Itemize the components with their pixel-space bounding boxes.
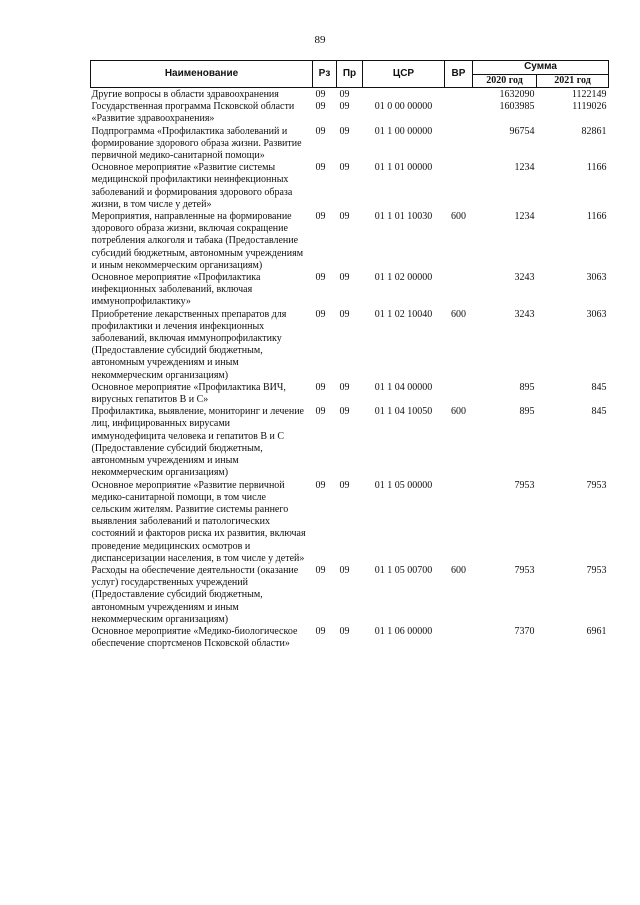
table-body [91, 88, 609, 651]
cell-csr: 01 1 00 00000 [374, 125, 433, 137]
cell-csr [363, 88, 445, 102]
cell-vr [445, 272, 473, 309]
cell-name: Основное мероприятие «Профилактика инфекционных заболеваний, включая иммунопрофилактику» [91, 272, 261, 308]
cell-pr: 09 [339, 308, 350, 320]
cell-csr: 01 1 05 00000 [374, 479, 433, 491]
cell-sum-2021: 7953 [586, 479, 607, 491]
cell-sum-2020: 895 [519, 381, 535, 393]
cell-name: Подпрограмма «Профилактика заболеваний и формирование здорового образа жизни. Развитие первичной медико-санитарной помощи» [91, 125, 302, 162]
table-row [91, 211, 609, 272]
cell-vr [445, 162, 473, 211]
header-vr: ВР [445, 61, 473, 88]
cell-sum-2020: 7953 [514, 564, 535, 576]
cell-vr: 600 [451, 564, 466, 576]
cell-vr [445, 88, 473, 102]
cell-name: Основное мероприятие «Профилактика ВИЧ, вирусных гепатитов В и С» [91, 381, 286, 406]
header-rz: Рз [313, 61, 337, 88]
cell-name: Расходы на обеспечение деятельности (оказание услуг) государственных учреждений (Предоставление субсидий бюджетным, автономным учреждениям и иным некоммерческим организациям) [91, 564, 299, 625]
cell-name: Государственная программа Псковской области «Развитие здравоохранения» [91, 101, 295, 125]
cell-sum-2020: 895 [519, 406, 535, 418]
header-year-2020: 2020 год [473, 74, 537, 88]
cell-rz: 09 [315, 479, 326, 491]
header-year-2021: 2021 год [537, 74, 609, 88]
cell-vr [445, 126, 473, 163]
cell-vr: 600 [451, 211, 466, 223]
table-row [91, 309, 609, 382]
cell-sum-2021: 6961 [586, 625, 607, 637]
cell-rz: 09 [315, 125, 326, 137]
cell-name: Другие вопросы в области здравоохранения [91, 89, 279, 100]
cell-pr: 09 [339, 162, 350, 174]
cell-sum-2020: 1234 [514, 162, 535, 174]
cell-csr: 01 1 06 00000 [374, 625, 433, 637]
header-sum: Сумма [473, 61, 609, 75]
cell-sum-2020: 7953 [514, 479, 535, 491]
cell-pr: 09 [339, 406, 350, 418]
table-row [91, 101, 609, 125]
cell-sum-2020: 96754 [509, 125, 535, 137]
cell-sum-2021: 7953 [586, 564, 607, 576]
budget-table [90, 60, 609, 650]
cell-name: Профилактика, выявление, мониторинг и лечение лиц, инфицированных вирусами иммунодефицита человека и гепатитов В и С (Предоставление субсидий бюджетным, автономным учреждениям и иным некоммерческим организациям) [91, 406, 304, 479]
table-row [91, 382, 609, 406]
cell-rz: 09 [315, 101, 326, 113]
cell-pr: 09 [339, 211, 350, 223]
cell-pr: 09 [339, 479, 350, 491]
cell-rz: 09 [315, 381, 326, 393]
header-name: Наименование [91, 61, 313, 88]
cell-sum-2021: 845 [591, 381, 607, 393]
cell-rz: 09 [315, 406, 326, 418]
cell-name: Приобретение лекарственных препаратов для профилактики и лечения инфекционных заболеваний, включая иммунопрофилактику (Предоставление субсидий бюджетным, автономным учреждениям и иным некоммерческим организациям) [91, 308, 287, 381]
cell-rz: 09 [315, 89, 326, 100]
budget-table-container [90, 60, 608, 650]
header-pr: Пр [337, 61, 363, 88]
cell-pr: 09 [339, 125, 350, 137]
cell-rz: 09 [315, 625, 326, 637]
table-row [91, 626, 609, 650]
cell-rz: 09 [315, 211, 326, 223]
cell-csr: 01 1 02 10040 [374, 308, 433, 320]
cell-pr: 09 [339, 272, 350, 284]
table-header [91, 61, 609, 88]
cell-sum-2020: 3243 [514, 308, 535, 320]
cell-csr: 01 1 01 10030 [374, 211, 433, 223]
cell-name: Основное мероприятие «Медико-биологическое обеспечение спортсменов Псковской области» [91, 625, 298, 650]
table-row [91, 406, 609, 479]
page-number: 89 [314, 34, 326, 46]
cell-sum-2021: 1166 [586, 211, 607, 223]
table-row [91, 162, 609, 211]
cell-csr: 01 1 02 00000 [374, 272, 433, 284]
table-row [91, 272, 609, 309]
cell-csr: 01 1 05 00700 [374, 564, 433, 576]
table-row [91, 88, 609, 102]
cell-name: Мероприятия, направленные на формирование здорового образа жизни, включая сокращение потребления алкоголя и табака (Предоставление субсидий бюджетным, автономным учреждениям и иным некоммерческим организациям) [91, 211, 304, 271]
cell-name: Основное мероприятие «Развитие первичной медико-санитарной помощи, в том числе сельским жителям. Развитие системы раннего выявления заболеваний и патологических состояний и факторов риска их развития, включая проведение медицинских осмотров и диспансеризации населения, в том числе у детей» [91, 479, 306, 564]
cell-sum-2021: 3063 [586, 308, 607, 320]
table-row [91, 565, 609, 626]
cell-csr: 01 1 04 00000 [374, 381, 433, 393]
cell-pr: 09 [339, 564, 350, 576]
header-csr: ЦСР [363, 61, 445, 88]
cell-sum-2021: 3063 [586, 272, 607, 284]
cell-csr: 01 1 04 10050 [374, 406, 433, 418]
cell-pr: 09 [339, 89, 350, 100]
cell-sum-2020: 7370 [514, 625, 535, 637]
cell-pr: 09 [339, 625, 350, 637]
cell-rz: 09 [315, 272, 326, 284]
cell-rz: 09 [315, 308, 326, 320]
cell-sum-2020: 3243 [514, 272, 535, 284]
cell-sum-2021: 1122149 [571, 89, 607, 100]
cell-rz: 09 [315, 162, 326, 174]
cell-sum-2021: 82861 [581, 125, 607, 137]
cell-pr: 09 [339, 381, 350, 393]
cell-csr: 01 0 00 00000 [374, 101, 433, 113]
cell-pr: 09 [339, 101, 350, 113]
cell-sum-2020: 1632090 [499, 89, 535, 100]
cell-sum-2021: 845 [591, 406, 607, 418]
cell-vr [445, 480, 473, 565]
cell-csr: 01 1 01 00000 [374, 162, 433, 174]
cell-name: Основное мероприятие «Развитие системы медицинской профилактики неинфекционных заболеваний и формирования здорового образа жизни, в том числе у детей» [91, 162, 293, 210]
table-row [91, 480, 609, 565]
table-row [91, 126, 609, 163]
cell-vr [445, 626, 473, 650]
cell-vr: 600 [451, 308, 466, 320]
cell-vr [445, 101, 473, 125]
cell-sum-2020: 1234 [514, 211, 535, 223]
cell-vr [445, 382, 473, 406]
cell-rz: 09 [315, 564, 326, 576]
cell-sum-2020: 1603985 [499, 101, 535, 113]
cell-sum-2021: 1119026 [572, 101, 607, 113]
cell-vr: 600 [451, 406, 466, 418]
cell-sum-2021: 1166 [586, 162, 607, 174]
